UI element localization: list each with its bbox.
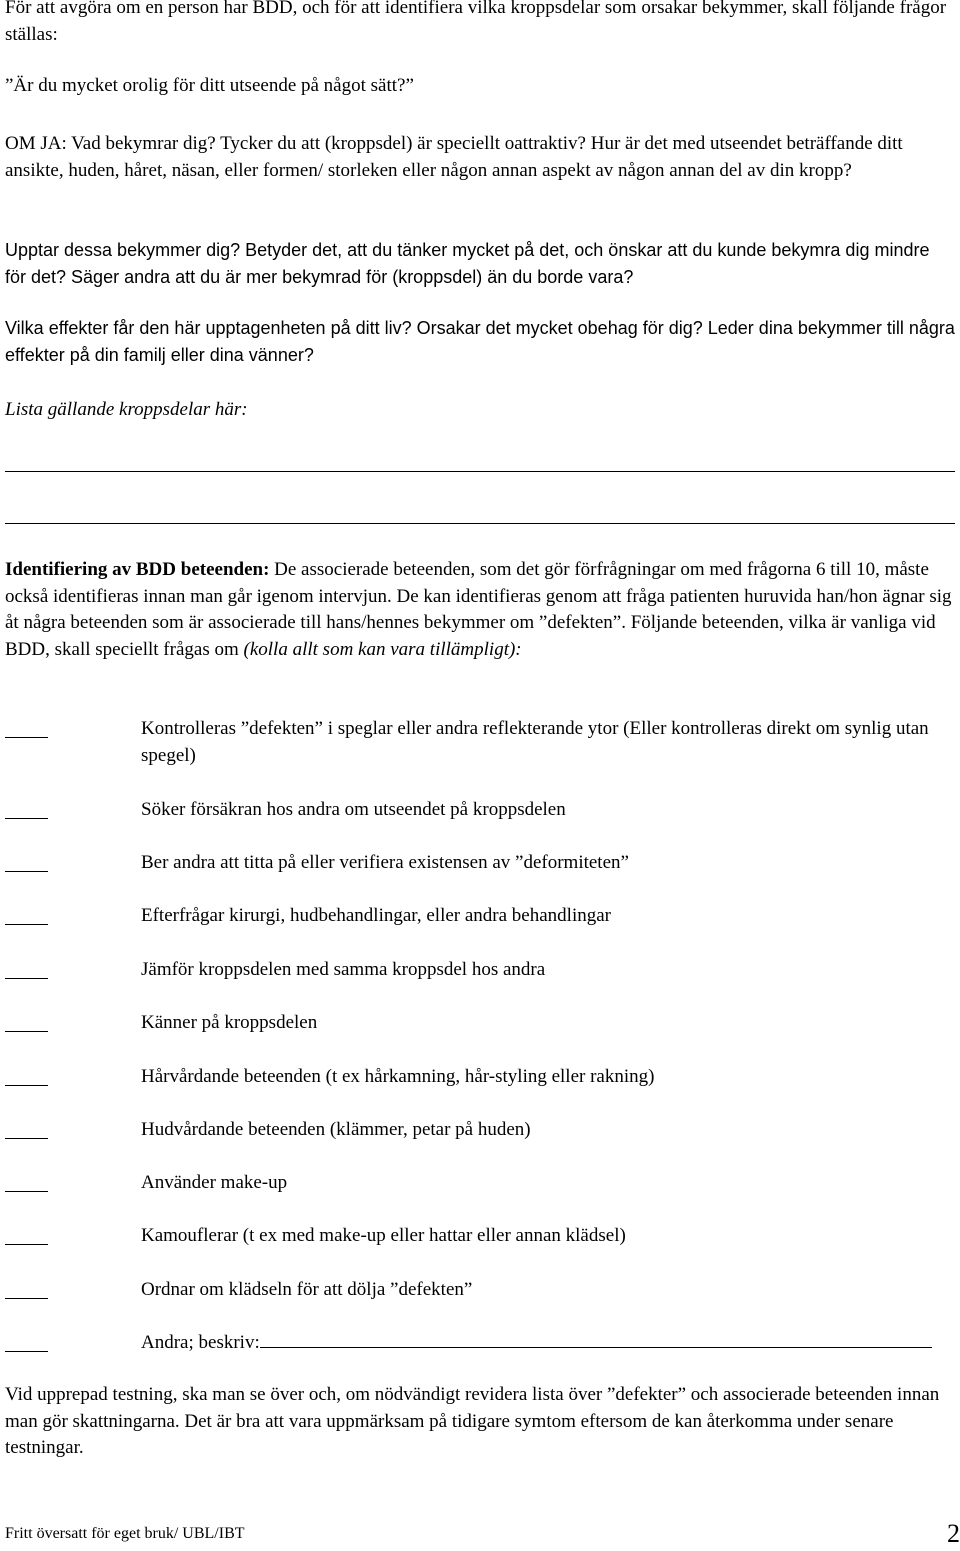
page-footer	[5, 1521, 960, 1551]
checklist-label: Hudvårdande beteenden (klämmer, petar på huden)	[141, 1119, 531, 1140]
checklist-label: Jämför kroppsdelen med samma kroppsdel hos andra	[141, 959, 546, 980]
screening-question: ”Är du mycket orolig för ditt utseende på något sätt?”	[5, 75, 414, 96]
check-blank[interactable]	[5, 956, 48, 979]
other-label: Andra; beskriv:	[141, 1332, 260, 1353]
check-blank[interactable]	[5, 1329, 48, 1352]
behaviors-body: De associerade beteenden, som det gör förfrågningar om med frågorna 6 till 10, måste också identifieras innan man går igenom intervjun. De kan identifieras genom att fråga patienten huruvida han/hon ägnar sig åt några beteenden som är associerade till hans/hennes bekymmer om ”defekten”. Följande beteenden, vilka är vanliga vid BDD, skall speciellt frågas om	[5, 559, 952, 660]
check-blank[interactable]	[5, 1116, 48, 1139]
footer-note: Fritt översatt för eget bruk/ UBL/IBT	[5, 1525, 245, 1542]
closing-paragraph: Vid upprepad testning, ska man se över och, om nödvändigt revidera lista över ”defekter” och associerade beteenden innan man gör skattningarna. Det är bra att vara uppmärksam på tidigare symtom eftersom de kan återkomma under senare testningar.	[5, 1384, 940, 1458]
body-parts-line-2[interactable]	[5, 523, 955, 524]
checklist-label: Kontrolleras ”defekten” i speglar eller andra reflekterande ytor (Eller kontrolleras direkt om synlig utan spegel)	[141, 718, 929, 766]
followup-questions: OM JA: Vad bekymrar dig? Tycker du att (kroppsdel) är speciellt oattraktiv? Hur är det med utseendet beträffande ditt ansikte, huden, håret, näsan, eller formen/ storleken eller någon annan aspekt av någon annan del av din kropp?	[5, 133, 903, 181]
behaviors-paragraph	[5, 557, 957, 663]
checklist-label: Kamouflerar (t ex med make-up eller hattar eller annan klädsel)	[141, 1225, 626, 1246]
check-blank[interactable]	[5, 1276, 48, 1299]
page-number: 2	[947, 1519, 960, 1548]
checklist-label: Känner på kroppsdelen	[141, 1012, 318, 1033]
check-blank[interactable]	[5, 849, 48, 872]
checklist-label: Ber andra att titta på eller verifiera existensen av ”deformiteten”	[141, 852, 629, 873]
checklist-label: Söker försäkran hos andra om utseendet på kroppsdelen	[141, 799, 566, 820]
check-blank[interactable]	[5, 1169, 48, 1192]
behaviors-heading: Identifiering av BDD beteenden:	[5, 559, 270, 580]
check-blank[interactable]	[5, 715, 48, 738]
effects-questions: Vilka effekter får den här upptagenheten på ditt liv? Orsakar det mycket obehag för dig? Leder dina bekymmer till några effekter på din familj eller dina vänner?	[5, 318, 955, 365]
checklist-label	[141, 1329, 960, 1356]
check-blank[interactable]	[5, 1009, 48, 1032]
checklist-label: Efterfrågar kirurgi, hudbehandlingar, eller andra behandlingar	[141, 905, 611, 926]
behaviors-note: (kolla allt som kan vara tillämpligt):	[243, 638, 522, 660]
check-blank[interactable]	[5, 1063, 48, 1086]
intro-paragraph-1: För att avgöra om en person har BDD, och för att identifiera vilka kroppsdelar som orsakar bekymmer, skall följande frågor ställas:	[5, 0, 947, 45]
check-blank[interactable]	[5, 1222, 48, 1245]
body-parts-prompt: Lista gällande kroppsdelar här:	[5, 399, 248, 420]
checklist-label: Ordnar om klädseln för att dölja ”defekten”	[141, 1279, 473, 1300]
check-blank[interactable]	[5, 796, 48, 819]
checklist-label: Använder make-up	[141, 1172, 288, 1193]
other-describe-line[interactable]	[260, 1329, 932, 1348]
body-parts-line-1[interactable]	[5, 471, 955, 472]
checklist-label: Hårvårdande beteenden (t ex hårkamning, hår-styling eller rakning)	[141, 1066, 655, 1087]
check-blank[interactable]	[5, 902, 48, 925]
preoccupation-questions: Upptar dessa bekymmer dig? Betyder det, att du tänker mycket på det, och önskar att du kunde bekymra dig mindre för det? Säger andra att du är mer bekymrad för (kroppsdel) än du borde vara?	[5, 240, 930, 287]
